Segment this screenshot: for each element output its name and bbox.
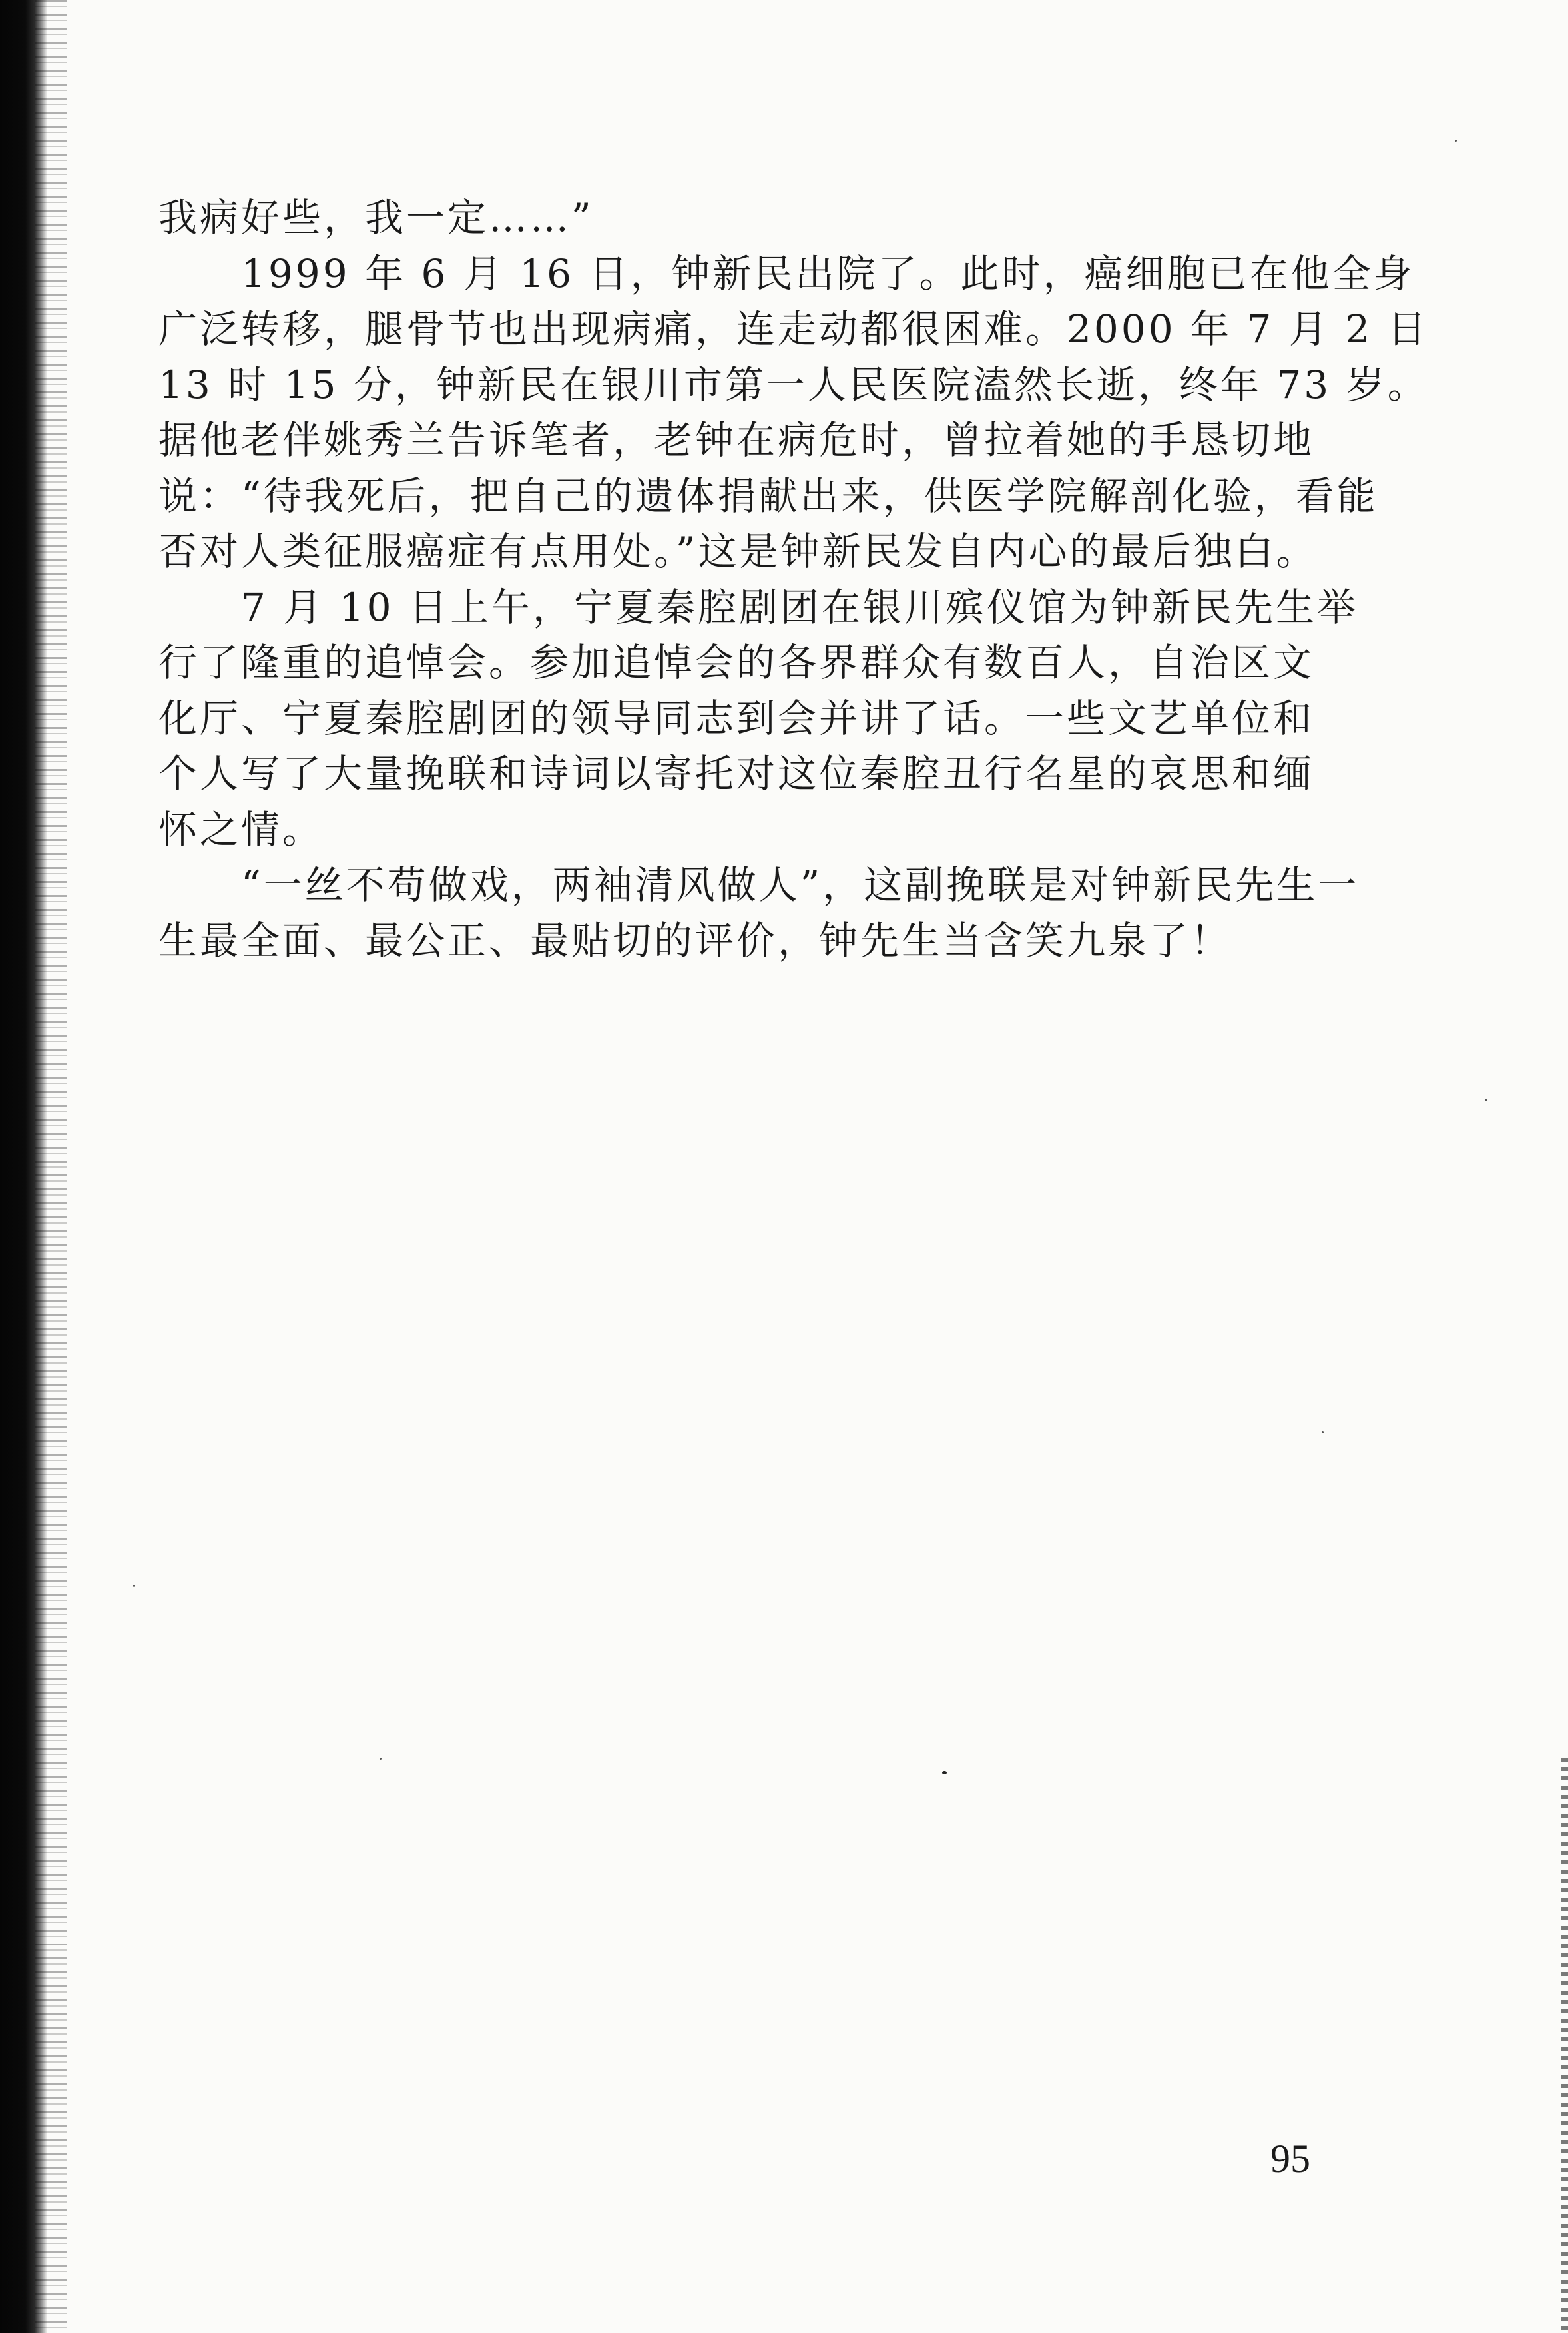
text-line: 行了隆重的追悼会。参加追悼会的各界群众有数百人，自治区文 [158, 640, 1315, 685]
scan-speck [1455, 140, 1457, 142]
scan-speck [133, 1585, 135, 1587]
body-text [158, 190, 1429, 969]
text-line: 据他老伴姚秀兰告诉笔者，老钟在病危时，曾拉着她的手恳切地 [158, 417, 1315, 463]
text-line: 广泛转移，腿骨节也出现病痛，连走动都很困难。2000 年 7 月 2 日 [158, 306, 1429, 352]
text-line: 生最全面、最公正、最贴切的评价，钟先生当含笑九泉了！ [158, 917, 1232, 963]
scan-edge-noise [35, 0, 67, 2333]
text-line: 7 月 10 日上午，宁夏秦腔剧团在银川殡仪馆为钟新民先生举 [158, 584, 1359, 630]
text-line: 化厅、宁夏秦腔剧团的领导同志到会并讲了话。一些文艺单位和 [158, 695, 1315, 741]
scan-speck [1322, 1431, 1324, 1433]
text-line: 我病好些，我一定……” [158, 195, 594, 240]
text-line: 否对人类征服癌症有点用处。”这是钟新民发自内心的最后独白。 [158, 529, 1318, 574]
scan-speck [1485, 1099, 1487, 1101]
text-line: 说：“待我死后，把自己的遗体捐献出来，供医学院解剖化验，看能 [158, 473, 1378, 519]
scan-speck [380, 1758, 382, 1760]
scan-right-edge [1561, 1758, 1568, 2333]
text-line: 怀之情。 [158, 806, 324, 852]
text-line: 13 时 15 分，钟新民在银川市第一人民医院溘然长逝，终年 73 岁。 [158, 362, 1429, 407]
scan-speck [942, 1771, 947, 1774]
text-line: 个人写了大量挽联和诗词以寄托对这位秦腔丑行名星的哀思和缅 [158, 751, 1315, 796]
page-number: 95 [1270, 2137, 1310, 2181]
text-line: “一丝不苟做戏，两袖清风做人”，这副挽联是对钟新民先生一 [158, 862, 1360, 907]
text-line: 1999 年 6 月 16 日，钟新民出院了。此时，癌细胞已在他全身 [158, 250, 1415, 296]
